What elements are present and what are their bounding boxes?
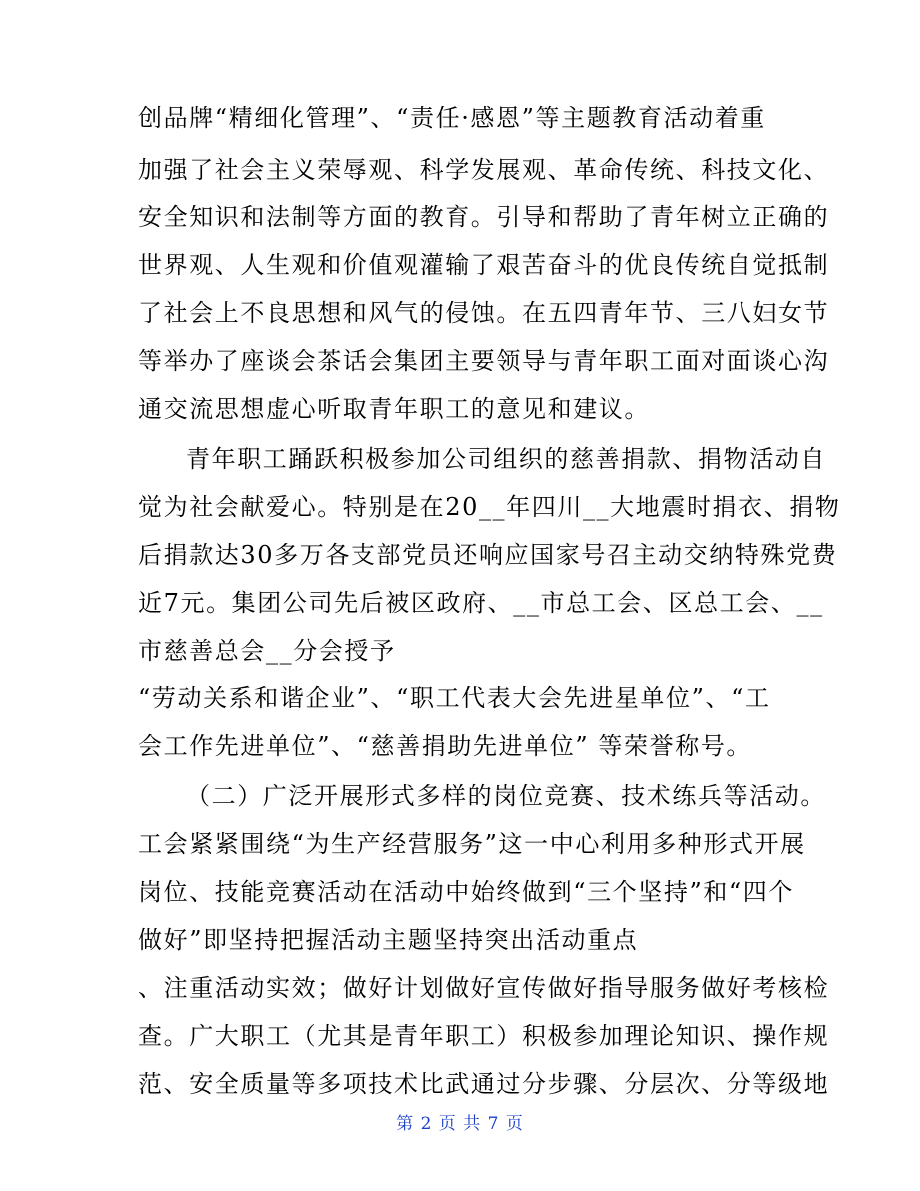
text-line: 世界观、人生观和价值观灌输了艰苦奋斗的优良传统自觉抵制 (138, 251, 830, 279)
text-line: 市慈善总会__分会授予 (138, 637, 396, 665)
text-line: “劳动关系和谐企业”、“职工代表大会先进星单位”、“工 (138, 684, 771, 712)
text-line: 查。广大职工（尤其是青年职工）积极参加理论知识、操作规 (138, 1022, 830, 1050)
text-line: 通交流思想虚心听取青年职工的意见和建议。 (138, 395, 650, 423)
text-line: 做好”即坚持把握活动主题坚持突出活动重点 (138, 926, 639, 954)
text-line: （二）广泛开展形式多样的岗位竞赛、技术练兵等活动。 (186, 782, 826, 810)
text-line: 、注重活动实效；做好计划做好宣传做好指导服务做好考核检 (138, 974, 830, 1002)
text-line: 觉为社会献爱心。特别是在20__年四川__大地震时捐衣、捐物 (138, 493, 841, 521)
text-line: 会工作先进单位”、“慈善捐助先进单位” 等荣誉称号。 (138, 732, 753, 760)
text-line: 近7元。集团公司先后被区政府、__市总工会、区总工会、__ (138, 589, 824, 617)
page-number: 第 2 页 共 7 页 (396, 1114, 524, 1134)
text-line: 加强了社会主义荣辱观、科学发展观、革命传统、科技文化、 (138, 156, 830, 184)
text-line: 青年职工踊跃积极参加公司组织的慈善捐款、捐物活动自 (186, 445, 826, 473)
text-line: 了社会上不良思想和风气的侵蚀。在五四青年节、三八妇女节 (138, 299, 830, 327)
text-line: 岗位、技能竞赛活动在活动中始终做到“三个坚持”和“四个 (138, 878, 795, 906)
text-line: 后捐款达30多万各支部党员还响应国家号召主动交纳特殊党费 (138, 541, 838, 569)
text-line: 等举办了座谈会茶话会集团主要领导与青年职工面对面谈心沟 (138, 347, 830, 375)
text-line: 创品牌“精细化管理”、“责任·感恩”等主题教育活动着重 (138, 104, 766, 132)
text-line: 工会紧紧围绕“为生产经营服务”这一中心利用多种形式开展 (138, 830, 806, 858)
text-line: 安全知识和法制等方面的教育。引导和帮助了青年树立正确的 (138, 203, 830, 231)
text-line: 范、安全质量等多项技术比武通过分步骤、分层次、分等级地 (138, 1070, 830, 1098)
